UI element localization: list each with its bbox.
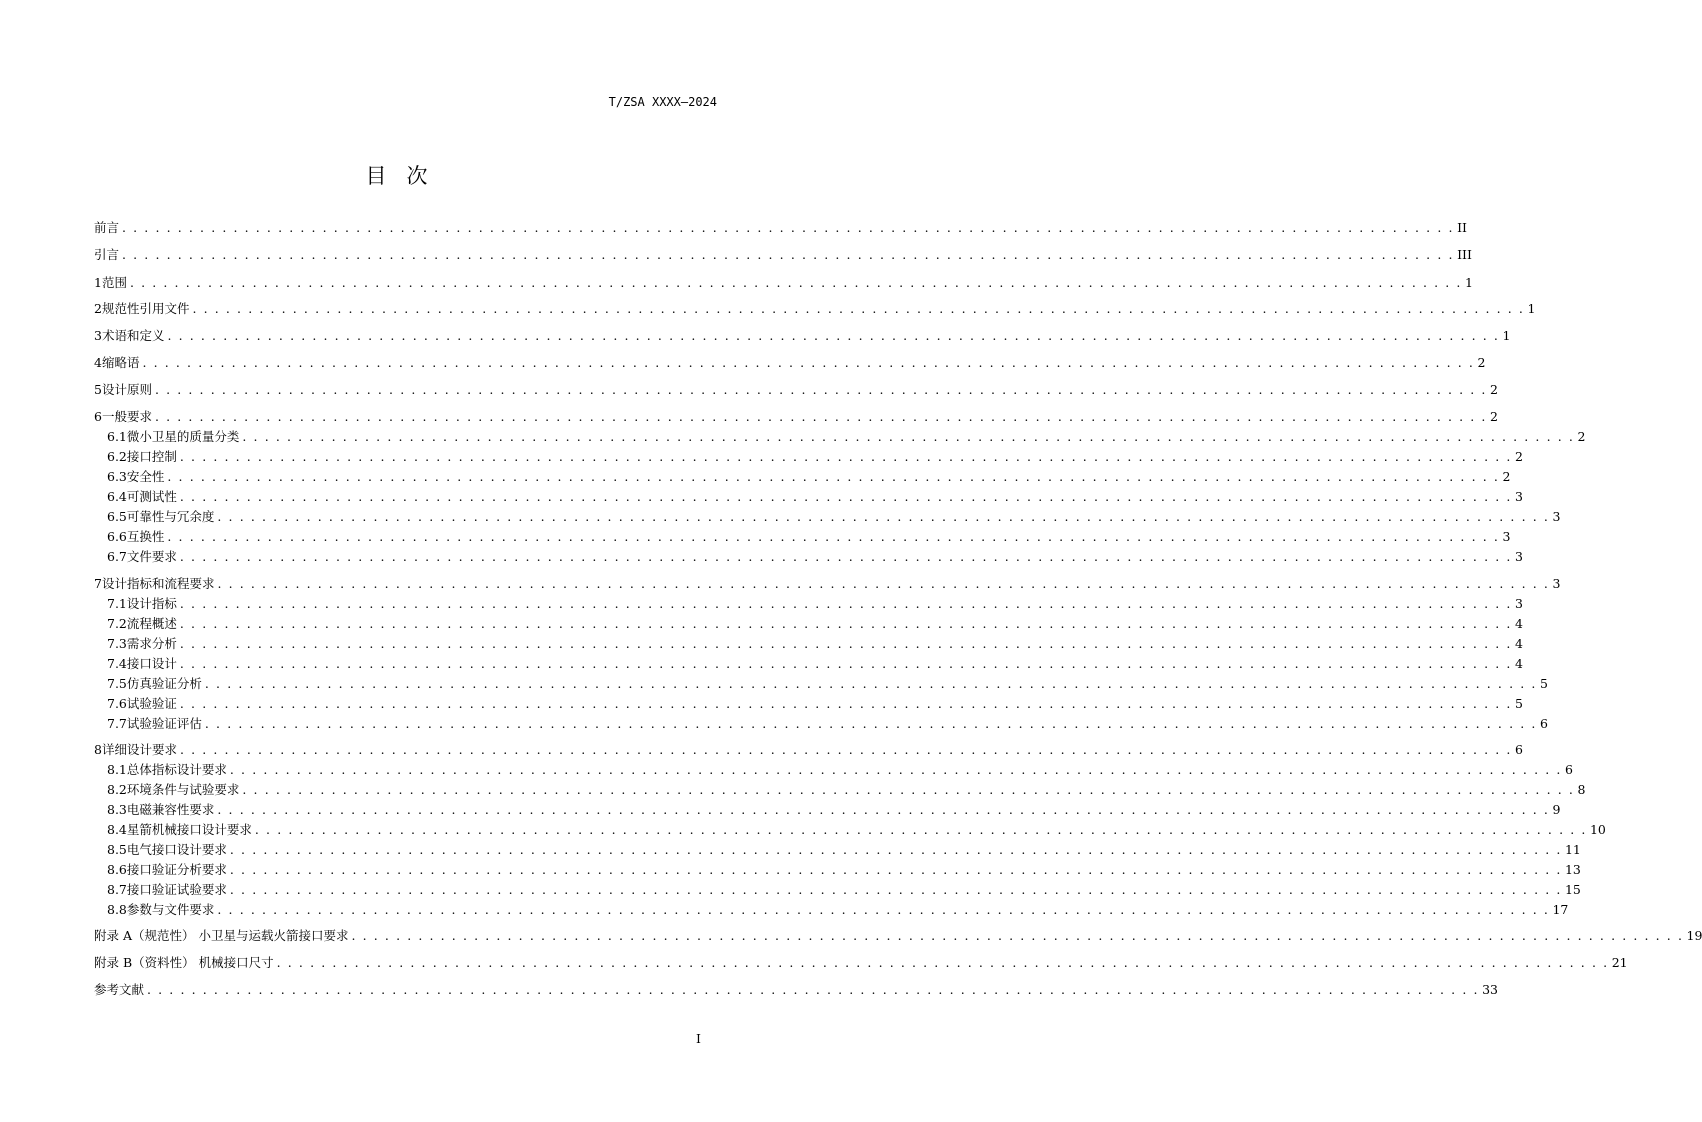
toc-leader-dots: . . . . . . . . . . . . . . . . . . . . . . . . . . . . . . . . . . . . . . . . . . . . . . . . . . . . . . . . . . . . . . . . . . . . . . . . . . . . . . . . . . . . . . . . . . . . . . . . . . . . . . . . . . . . . . . . . . . . . . . .	[167, 469, 1500, 484]
toc-leader-dots: . . . . . . . . . . . . . . . . . . . . . . . . . . . . . . . . . . . . . . . . . . . . . . . . . . . . . . . . . . . . . . . . . . . . . . . . . . . . . . . . . . . . . . . . . . . . . . . . . . . . . . . . . . . . . . . . . . . . . . . .	[179, 696, 1512, 711]
toc-entry-number: 6.4	[107, 489, 127, 504]
toc-entry-number: 8.1	[107, 762, 127, 777]
toc-entry-title: 接口验证试验要求	[126, 882, 227, 897]
toc-entry-number: 5	[94, 382, 102, 397]
toc-leader-dots: . . . . . . . . . . . . . . . . . . . . . . . . . . . . . . . . . . . . . . . . . . . . . . . . . . . . . . . . . . . . . . . . . . . . . . . . . . . . . . . . . . . . . . . . . . . . . . . . . . . . . . . . . . . . . . . . . . . . . . . .	[142, 355, 1475, 370]
toc-entry-title: 需求分析	[126, 636, 177, 651]
toc-entry-title: 流程概述	[126, 616, 177, 631]
toc-entry[interactable]	[107, 801, 1561, 819]
toc-entry[interactable]	[107, 548, 1523, 566]
toc-entry[interactable]	[94, 408, 1498, 426]
toc-entry-title: 附录 A（规范性） 小卫星与运载火箭接口要求	[94, 928, 349, 943]
toc-entry-title: 微小卫星的质量分类	[126, 429, 240, 444]
toc-entry-page: 13	[1564, 862, 1581, 877]
toc-leader-dots: . . . . . . . . . . . . . . . . . . . . . . . . . . . . . . . . . . . . . . . . . . . . . . . . . . . . . . . . . . . . . . . . . . . . . . . . . . . . . . . . . . . . . . . . . . . . . . . . . . . . . . . . . . . . . . . . . . . . . . . .	[229, 842, 1562, 857]
toc-entry-page: 3	[1514, 596, 1523, 611]
toc-entry-title: 接口设计	[126, 656, 177, 671]
toc-entry-number: 6.3	[107, 469, 127, 484]
toc-entry-title: 设计原则	[101, 382, 152, 397]
toc-entry-title: 范围	[101, 275, 127, 290]
toc-entry-number: 6.2	[107, 449, 127, 464]
toc-entry-title: 环境条件与试验要求	[126, 782, 240, 797]
toc-leader-dots: . . . . . . . . . . . . . . . . . . . . . . . . . . . . . . . . . . . . . . . . . . . . . . . . . . . . . . . . . . . . . . . . . . . . . . . . . . . . . . . . . . . . . . . . . . . . . . . . . . . . . . . . . . . . . . . . . . . . . . . .	[204, 716, 1537, 731]
toc-entry[interactable]	[107, 781, 1586, 799]
toc-entry-number: 8.6	[107, 862, 127, 877]
toc-entry-number: 3	[94, 328, 102, 343]
toc-entry[interactable]	[94, 354, 1486, 372]
toc-entry-title: 试验验证	[126, 696, 177, 711]
toc-entry-number: 8.2	[107, 782, 127, 797]
toc-entry-title: 设计指标	[126, 596, 177, 611]
toc-entry-page: 3	[1552, 509, 1561, 524]
toc-entry-number: 1	[94, 275, 102, 290]
toc-leader-dots: . . . . . . . . . . . . . . . . . . . . . . . . . . . . . . . . . . . . . . . . . . . . . . . . . . . . . . . . . . . . . . . . . . . . . . . . . . . . . . . . . . . . . . . . . . . . . . . . . . . . . . . . . . . . . . . . . . . . . . . .	[154, 382, 1488, 397]
toc-entry-number: 7.7	[107, 716, 127, 731]
toc-entry-title: 总体指标设计要求	[126, 762, 227, 777]
toc-entry-title: 互换性	[126, 529, 165, 544]
toc-entry[interactable]	[107, 675, 1548, 693]
toc-entry-title: 详细设计要求	[101, 742, 177, 757]
toc-entry[interactable]	[107, 861, 1581, 879]
toc-entry-number: 6.6	[107, 529, 127, 544]
toc-leader-dots: . . . . . . . . . . . . . . . . . . . . . . . . . . . . . . . . . . . . . . . . . . . . . . . . . . . . . . . . . . . . . . . . . . . . . . . . . . . . . . . . . . . . . . . . . . . . . . . . . . . . . . . . . . . . . . . . . . . . . . . .	[147, 982, 1480, 997]
toc-leader-dots: . . . . . . . . . . . . . . . . . . . . . . . . . . . . . . . . . . . . . . . . . . . . . . . . . . . . . . . . . . . . . . . . . . . . . . . . . . . . . . . . . . . . . . . . . . . . . . . . . . . . . . . . . . . . . . . . . . . . . . . .	[179, 449, 1512, 464]
toc-leader-dots: . . . . . . . . . . . . . . . . . . . . . . . . . . . . . . . . . . . . . . . . . . . . . . . . . . . . . . . . . . . . . . . . . . . . . . . . . . . . . . . . . . . . . . . . . . . . . . . . . . . . . . . . . . . . . . . . . . . . . . . .	[229, 882, 1562, 897]
toc-leader-dots: . . . . . . . . . . . . . . . . . . . . . . . . . . . . . . . . . . . . . . . . . . . . . . . . . . . . . . . . . . . . . . . . . . . . . . . . . . . . . . . . . . . . . . . . . . . . . . . . . . . . . . . . . . . . . . . . . . . . . . . .	[254, 822, 1587, 837]
toc-entry-number: 8	[94, 742, 102, 757]
toc-entry-title: 电气接口设计要求	[126, 842, 227, 857]
toc-entry-page: 5	[1539, 676, 1548, 691]
toc-entry-number: 6	[94, 409, 102, 424]
toc-entry-page: 5	[1514, 696, 1523, 711]
toc-entry-number: 8.5	[107, 842, 127, 857]
toc-entry-page: 1	[1465, 275, 1473, 290]
toc-entry-number: 6.7	[107, 549, 127, 564]
toc-leader-dots: . . . . . . . . . . . . . . . . . . . . . . . . . . . . . . . . . . . . . . . . . . . . . . . . . . . . . . . . . . . . . . . . . . . . . . . . . . . . . . . . . . . . . . . . . . . . . . . . . . . . . . . . . . . . . . . . . . . . . . . .	[167, 529, 1500, 544]
toc-entry[interactable]	[94, 219, 1467, 237]
toc-entry-page: 4	[1514, 616, 1523, 631]
toc-entry-page: II	[1457, 220, 1467, 235]
toc-leader-dots: . . . . . . . . . . . . . . . . . . . . . . . . . . . . . . . . . . . . . . . . . . . . . . . . . . . . . . . . . . . . . . . . . . . . . . . . . . . . . . . . . . . . . . . . . . . . . . . . . . . . . . . . . . . . . . . . . . . . . . . .	[229, 762, 1562, 777]
toc-entry-title: 前言	[94, 220, 120, 235]
toc-entry[interactable]	[94, 741, 1523, 759]
toc-leader-dots: . . . . . . . . . . . . . . . . . . . . . . . . . . . . . . . . . . . . . . . . . . . . . . . . . . . . . . . . . . . . . . . . . . . . . . . . . . . . . . . . . . . . . . . . . . . . . . . . . . . . . . . . . . . . . . . . . . . . . . . .	[179, 656, 1512, 671]
toc-entry-title: 接口验证分析要求	[126, 862, 227, 877]
toc-leader-dots: . . . . . . . . . . . . . . . . . . . . . . . . . . . . . . . . . . . . . . . . . . . . . . . . . . . . . . . . . . . . . . . . . . . . . . . . . . . . . . . . . . . . . . . . . . . . . . . . . . . . . . . . . . . . . . . . . . . . . . . .	[192, 301, 1525, 316]
toc-entry-page: 21	[1611, 955, 1628, 970]
toc-entry-page: 3	[1502, 529, 1511, 544]
toc-leader-dots: . . . . . . . . . . . . . . . . . . . . . . . . . . . . . . . . . . . . . . . . . . . . . . . . . . . . . . . . . . . . . . . . . . . . . . . . . . . . . . . . . . . . . . . . . . . . . . . . . . . . . . . . . . . . . . . . . . . . . . . .	[351, 928, 1684, 943]
toc-entry-title: 仿真验证分析	[126, 676, 202, 691]
toc-entry[interactable]	[107, 635, 1523, 653]
toc-leader-dots: . . . . . . . . . . . . . . . . . . . . . . . . . . . . . . . . . . . . . . . . . . . . . . . . . . . . . . . . . . . . . . . . . . . . . . . . . . . . . . . . . . . . . . . . . . . . . . . . . . . . . . . . . . . . . . . . . . . . . . . .	[179, 489, 1512, 504]
toc-entry-page: 2	[1577, 429, 1586, 444]
toc-entry-page: 2	[1490, 409, 1498, 424]
toc-entry-title: 引言	[94, 247, 120, 262]
toc-leader-dots: . . . . . . . . . . . . . . . . . . . . . . . . . . . . . . . . . . . . . . . . . . . . . . . . . . . . . . . . . . . . . . . . . . . . . . . . . . . . . . . . . . . . . . . . . . . . . . . . . . . . . . . . . . . . . . . . . . . . . . . .	[154, 409, 1488, 424]
toc-entry-page: 4	[1514, 636, 1523, 651]
toc-entry-page: 3	[1514, 489, 1523, 504]
toc-entry-page: 2	[1502, 469, 1511, 484]
toc-entry[interactable]	[107, 695, 1523, 713]
toc-entry-number: 2	[94, 301, 102, 316]
toc-entry-number: 7	[94, 576, 102, 591]
toc-entry-number: 8.3	[107, 802, 127, 817]
toc-entry-title: 电磁兼容性要求	[126, 802, 215, 817]
toc-entry-number: 4	[94, 355, 102, 370]
toc-entry[interactable]	[107, 841, 1581, 859]
toc-entry-title: 可靠性与冗余度	[126, 509, 215, 524]
toc-entry-page: 9	[1552, 802, 1561, 817]
document-code: T/ZSA XXXX—2024	[608, 95, 717, 109]
toc-entry-title: 星箭机械接口设计要求	[126, 822, 252, 837]
toc-entry-page: 2	[1490, 382, 1498, 397]
toc-entry-title: 规范性引用文件	[101, 301, 190, 316]
toc-leader-dots: . . . . . . . . . . . . . . . . . . . . . . . . . . . . . . . . . . . . . . . . . . . . . . . . . . . . . . . . . . . . . . . . . . . . . . . . . . . . . . . . . . . . . . . . . . . . . . . . . . . . . . . . . . . . . . . . . . . . . . . .	[129, 275, 1463, 290]
toc-leader-dots: . . . . . . . . . . . . . . . . . . . . . . . . . . . . . . . . . . . . . . . . . . . . . . . . . . . . . . . . . . . . . . . . . . . . . . . . . . . . . . . . . . . . . . . . . . . . . . . . . . . . . . . . . . . . . . . . . . . . . . . .	[122, 247, 1455, 262]
toc-leader-dots: . . . . . . . . . . . . . . . . . . . . . . . . . . . . . . . . . . . . . . . . . . . . . . . . . . . . . . . . . . . . . . . . . . . . . . . . . . . . . . . . . . . . . . . . . . . . . . . . . . . . . . . . . . . . . . . . . . . . . . . .	[179, 742, 1513, 757]
toc-entry[interactable]	[94, 327, 1511, 345]
toc-entry[interactable]	[107, 761, 1573, 779]
toc-leader-dots: . . . . . . . . . . . . . . . . . . . . . . . . . . . . . . . . . . . . . . . . . . . . . . . . . . . . . . . . . . . . . . . . . . . . . . . . . . . . . . . . . . . . . . . . . . . . . . . . . . . . . . . . . . . . . . . . . . . . . . . .	[167, 328, 1500, 343]
toc-entry-number: 7.6	[107, 696, 127, 711]
toc-leader-dots: . . . . . . . . . . . . . . . . . . . . . . . . . . . . . . . . . . . . . . . . . . . . . . . . . . . . . . . . . . . . . . . . . . . . . . . . . . . . . . . . . . . . . . . . . . . . . . . . . . . . . . . . . . . . . . . . . . . . . . . .	[122, 220, 1455, 235]
toc-entry-page: III	[1457, 247, 1472, 262]
toc-entry[interactable]	[107, 508, 1561, 526]
toc-entry[interactable]	[107, 428, 1586, 446]
toc-title: 目 次	[365, 164, 428, 188]
toc-entry-page: 6	[1564, 762, 1573, 777]
toc-leader-dots: . . . . . . . . . . . . . . . . . . . . . . . . . . . . . . . . . . . . . . . . . . . . . . . . . . . . . . . . . . . . . . . . . . . . . . . . . . . . . . . . . . . . . . . . . . . . . . . . . . . . . . . . . . . . . . . . . . . . . . . .	[242, 429, 1575, 444]
toc-entry-page: 4	[1514, 656, 1523, 671]
toc-entry[interactable]	[107, 488, 1523, 506]
toc-entry[interactable]	[107, 715, 1548, 733]
toc-leader-dots: . . . . . . . . . . . . . . . . . . . . . . . . . . . . . . . . . . . . . . . . . . . . . . . . . . . . . . . . . . . . . . . . . . . . . . . . . . . . . . . . . . . . . . . . . . . . . . . . . . . . . . . . . . . . . . . . . . . . . . . .	[179, 636, 1512, 651]
toc-entry[interactable]	[94, 954, 1628, 972]
toc-entry-number: 7.3	[107, 636, 127, 651]
toc-leader-dots: . . . . . . . . . . . . . . . . . . . . . . . . . . . . . . . . . . . . . . . . . . . . . . . . . . . . . . . . . . . . . . . . . . . . . . . . . . . . . . . . . . . . . . . . . . . . . . . . . . . . . . . . . . . . . . . . . . . . . . . .	[217, 576, 1550, 591]
toc-entry-page: 6	[1515, 742, 1523, 757]
toc-entry[interactable]	[107, 881, 1581, 899]
toc-leader-dots: . . . . . . . . . . . . . . . . . . . . . . . . . . . . . . . . . . . . . . . . . . . . . . . . . . . . . . . . . . . . . . . . . . . . . . . . . . . . . . . . . . . . . . . . . . . . . . . . . . . . . . . . . . . . . . . . . . . . . . . .	[179, 549, 1512, 564]
toc-leader-dots: . . . . . . . . . . . . . . . . . . . . . . . . . . . . . . . . . . . . . . . . . . . . . . . . . . . . . . . . . . . . . . . . . . . . . . . . . . . . . . . . . . . . . . . . . . . . . . . . . . . . . . . . . . . . . . . . . . . . . . . .	[276, 955, 1609, 970]
toc-entry-page: 10	[1589, 822, 1606, 837]
toc-entry-title: 缩略语	[101, 355, 140, 370]
toc-entry-title: 文件要求	[126, 549, 177, 564]
toc-entry-title: 参考文献	[94, 982, 145, 997]
toc-entry-title: 可测试性	[126, 489, 177, 504]
toc-entry-page: 2	[1514, 449, 1523, 464]
toc-entry[interactable]	[94, 927, 1702, 945]
toc-entry-title: 附录 B（资料性） 机械接口尺寸	[94, 955, 274, 970]
toc-entry-page: 6	[1539, 716, 1548, 731]
toc-entry[interactable]	[107, 821, 1606, 839]
toc-leader-dots: . . . . . . . . . . . . . . . . . . . . . . . . . . . . . . . . . . . . . . . . . . . . . . . . . . . . . . . . . . . . . . . . . . . . . . . . . . . . . . . . . . . . . . . . . . . . . . . . . . . . . . . . . . . . . . . . . . . . . . . .	[242, 782, 1575, 797]
toc-entry-number: 7.4	[107, 656, 127, 671]
page-number: I	[696, 1031, 701, 1046]
toc-entry-page: 2	[1477, 355, 1486, 370]
toc-entry-page: 3	[1514, 549, 1523, 564]
toc-entry-number: 8.4	[107, 822, 127, 837]
toc-entry-page: 19	[1686, 928, 1702, 943]
toc-entry-title: 安全性	[126, 469, 165, 484]
toc-entry-number: 6.5	[107, 509, 127, 524]
toc-entry-number: 8.7	[107, 882, 127, 897]
toc-entry-number: 7.1	[107, 596, 127, 611]
toc-entry-title: 一般要求	[101, 409, 152, 424]
toc-leader-dots: . . . . . . . . . . . . . . . . . . . . . . . . . . . . . . . . . . . . . . . . . . . . . . . . . . . . . . . . . . . . . . . . . . . . . . . . . . . . . . . . . . . . . . . . . . . . . . . . . . . . . . . . . . . . . . . . . . . . . . . .	[179, 616, 1512, 631]
toc-entry[interactable]	[107, 901, 1569, 919]
toc-entry[interactable]	[94, 381, 1498, 399]
toc-entry-page: 8	[1577, 782, 1586, 797]
toc-entry-number: 6.1	[107, 429, 127, 444]
toc-leader-dots: . . . . . . . . . . . . . . . . . . . . . . . . . . . . . . . . . . . . . . . . . . . . . . . . . . . . . . . . . . . . . . . . . . . . . . . . . . . . . . . . . . . . . . . . . . . . . . . . . . . . . . . . . . . . . . . . . . . . . . . .	[179, 596, 1512, 611]
toc-entry[interactable]	[94, 300, 1536, 318]
toc-entry-page: 1	[1527, 301, 1536, 316]
toc-entry[interactable]	[94, 274, 1473, 292]
toc-entry-page: 3	[1552, 576, 1561, 591]
toc-entry[interactable]	[94, 981, 1498, 999]
toc-entry-number: 7.5	[107, 676, 127, 691]
toc-leader-dots: . . . . . . . . . . . . . . . . . . . . . . . . . . . . . . . . . . . . . . . . . . . . . . . . . . . . . . . . . . . . . . . . . . . . . . . . . . . . . . . . . . . . . . . . . . . . . . . . . . . . . . . . . . . . . . . . . . . . . . . .	[217, 509, 1550, 524]
toc-entry-title: 试验验证评估	[126, 716, 202, 731]
toc-entry-title: 参数与文件要求	[126, 902, 215, 917]
toc-entry-page: 17	[1552, 902, 1569, 917]
toc-entry[interactable]	[107, 448, 1523, 466]
toc-entry-page: 15	[1564, 882, 1581, 897]
toc-entry-number: 7.2	[107, 616, 127, 631]
toc-leader-dots: . . . . . . . . . . . . . . . . . . . . . . . . . . . . . . . . . . . . . . . . . . . . . . . . . . . . . . . . . . . . . . . . . . . . . . . . . . . . . . . . . . . . . . . . . . . . . . . . . . . . . . . . . . . . . . . . . . . . . . . .	[204, 676, 1537, 691]
toc-entry-page: 33	[1482, 982, 1498, 997]
toc-entry[interactable]	[107, 615, 1523, 633]
toc-leader-dots: . . . . . . . . . . . . . . . . . . . . . . . . . . . . . . . . . . . . . . . . . . . . . . . . . . . . . . . . . . . . . . . . . . . . . . . . . . . . . . . . . . . . . . . . . . . . . . . . . . . . . . . . . . . . . . . . . . . . . . . .	[217, 902, 1550, 917]
toc-entry-title: 设计指标和流程要求	[101, 576, 215, 591]
toc-entry-page: 1	[1502, 328, 1511, 343]
toc-entry-title: 接口控制	[126, 449, 177, 464]
toc-entry[interactable]	[107, 468, 1511, 486]
toc-entry-title: 术语和定义	[101, 328, 165, 343]
toc-leader-dots: . . . . . . . . . . . . . . . . . . . . . . . . . . . . . . . . . . . . . . . . . . . . . . . . . . . . . . . . . . . . . . . . . . . . . . . . . . . . . . . . . . . . . . . . . . . . . . . . . . . . . . . . . . . . . . . . . . . . . . . .	[229, 862, 1562, 877]
toc-leader-dots: . . . . . . . . . . . . . . . . . . . . . . . . . . . . . . . . . . . . . . . . . . . . . . . . . . . . . . . . . . . . . . . . . . . . . . . . . . . . . . . . . . . . . . . . . . . . . . . . . . . . . . . . . . . . . . . . . . . . . . . .	[217, 802, 1550, 817]
toc-entry[interactable]	[94, 575, 1561, 593]
toc-entry[interactable]	[107, 595, 1523, 613]
toc-entry-page: 11	[1564, 842, 1581, 857]
toc-entry[interactable]	[94, 246, 1472, 264]
toc-entry-number: 8.8	[107, 902, 127, 917]
toc-entry[interactable]	[107, 528, 1511, 546]
toc-entry[interactable]	[107, 655, 1523, 673]
